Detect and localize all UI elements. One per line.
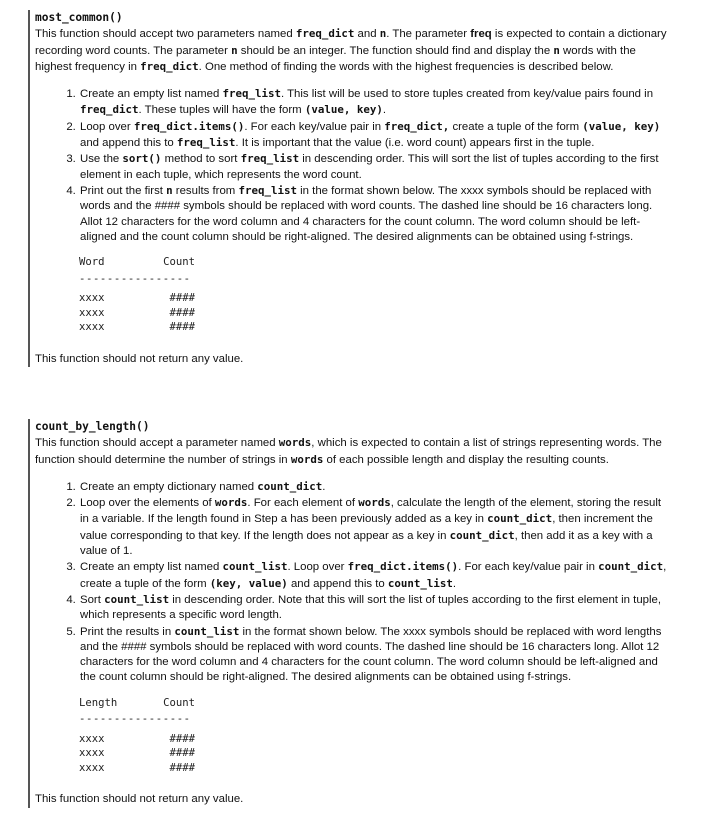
- inline-code: freq_dict: [80, 103, 139, 117]
- step-item: 2. Loop over freq_dict.items(). For each key/value pair in freq_dict, create a tuple of the form (value, key) and append this to freq_list. It is important that the value (i.e. word count) appears first in the tuple.: [79, 119, 671, 152]
- inline-code: n: [166, 183, 173, 197]
- table-row: [79, 761, 195, 776]
- bold-term: freq: [470, 28, 492, 41]
- table-row: [79, 320, 195, 335]
- inline-code: sort(): [122, 152, 162, 166]
- section-count-by-length: [28, 419, 671, 808]
- table-header: [79, 696, 195, 711]
- inline-code: count_dict: [449, 528, 515, 542]
- function-title: most_common(): [35, 11, 123, 24]
- inline-code: freq_dict.items(): [133, 119, 245, 133]
- word-cell: xxxx: [79, 732, 105, 745]
- count-cell: ####: [169, 321, 195, 334]
- table-row: [79, 732, 195, 747]
- step-item: 4. Sort count_list in descending order. Note that this will sort the list of tuples according to the first element in tuple, which represents a specific word length.: [79, 592, 671, 624]
- step-item: 3. Create an empty list named count_list. Loop over freq_dict.items(). For each key/value pair in count_dict, create a tuple of the form (key, value) and append this to count_list.: [79, 559, 671, 592]
- inline-code: freq_dict.items(): [347, 560, 459, 574]
- dashed-line: ----------------: [79, 272, 191, 285]
- inline-code: freq_list: [238, 183, 297, 197]
- inline-code: freq_dict: [295, 27, 355, 41]
- step-list: [35, 479, 671, 686]
- inline-code: (value, key): [304, 103, 383, 117]
- step-item: 4. Print out the first n results from freq_list in the format shown below. The xxxx symbols should be replaced with words and the #### symbols should be replaced with word counts. The dashed line should be 16 characters long. Allot 12 characters for the word column and 4 characters for the count column. The word column should be left-aligned and the count column should be right-aligned. The desired alignments can be obtained using f-strings.: [79, 183, 671, 245]
- inline-code: count_dict: [487, 512, 553, 526]
- step-item: 1. Create an empty dictionary named count_dict.: [79, 479, 671, 495]
- step-item: 3. Use the sort() method to sort freq_list in descending order. This will sort the list of tuples according to the first element in each tuple, which represents the word count.: [79, 151, 671, 183]
- inline-code: count_dict: [257, 479, 323, 493]
- word-cell: xxxx: [79, 747, 105, 760]
- output-format-table: [79, 696, 195, 776]
- table-header: [79, 255, 195, 270]
- output-format-table: [79, 255, 195, 335]
- section-most-common: [28, 10, 671, 367]
- inline-code: freq_dict,: [384, 119, 450, 133]
- word-cell: xxxx: [79, 292, 105, 305]
- word-cell: xxxx: [79, 761, 105, 774]
- column-header-count: Count: [163, 696, 195, 709]
- step-list: [35, 86, 671, 245]
- step-item: 2. Loop over the elements of words. For each element of words, calculate the length of the element, storing the result in a variable. If the length found in Step a has been previously added as a key in count_dict, then increment the value corresponding to that key. If the length does not appear as a key in count_dict, then add it as a key with a value of 1.: [79, 495, 671, 559]
- inline-code: words: [278, 436, 312, 450]
- word-cell: xxxx: [79, 321, 105, 334]
- inline-code: (value, key): [582, 119, 661, 133]
- inline-code: count_dict: [598, 560, 664, 574]
- inline-code: n: [379, 27, 387, 41]
- step-item: 1. Create an empty list named freq_list. This list will be used to store tuples created from key/value pairs found in freq_dict. These tuples will have the form (value, key).: [79, 86, 671, 119]
- inline-code: words: [214, 496, 248, 510]
- inline-code: n: [553, 43, 560, 57]
- inline-code: words: [290, 452, 324, 466]
- closing-note: This function should not return any value.: [35, 352, 244, 365]
- closing-note: This function should not return any value.: [35, 793, 244, 806]
- inline-code: count_list: [104, 592, 170, 606]
- inline-code: freq_dict: [140, 59, 199, 73]
- inline-code: count_list: [222, 560, 288, 574]
- column-header-length: Length: [79, 696, 118, 709]
- inline-code: freq_list: [222, 87, 281, 101]
- table-row: [79, 746, 195, 761]
- count-cell: ####: [169, 761, 195, 774]
- table-row: [79, 291, 195, 306]
- count-cell: ####: [169, 747, 195, 760]
- step-item: 5. Print the results in count_list in the format shown below. The xxxx symbols should be replaced with word lengths and the #### symbols should be replaced with word counts. The dashed line should be 16 characters long. Allot 12 characters for the word column and 4 characters for the count column. The word column should be left-aligned and the count column should be right-aligned. The desired alignments can be obtained using f-strings.: [79, 624, 671, 686]
- dashed-line: ----------------: [79, 713, 191, 726]
- column-header-count: Count: [163, 256, 195, 269]
- inline-code: freq_list: [176, 136, 236, 150]
- inline-code: count_list: [174, 624, 240, 638]
- inline-code: n: [231, 43, 238, 57]
- inline-code: freq_list: [240, 152, 300, 166]
- count-cell: ####: [169, 732, 195, 745]
- word-cell: xxxx: [79, 306, 105, 319]
- inline-code: (key, value): [209, 576, 288, 590]
- function-title: count_by_length(): [35, 420, 150, 433]
- inline-code: words: [358, 496, 391, 510]
- column-header-word: Word: [79, 256, 105, 269]
- table-row: [79, 306, 195, 321]
- inline-code: count_list: [387, 576, 453, 590]
- section-intro: This function should accept a parameter named words, which is expected to contain a list of strings representing words. The function should determine the number of strings in words of each possible length and display the resulting counts.: [35, 436, 662, 466]
- count-cell: ####: [169, 292, 195, 305]
- section-intro: This function should accept two parameters named freq_dict and n. The parameter freq is expected to contain a dictionary recording word counts. The parameter n should be an integer. The function should find and display the n words with the highest frequency in freq_dict. One method of finding the words with the highest frequencies is described below.: [35, 27, 667, 73]
- count-cell: ####: [169, 306, 195, 319]
